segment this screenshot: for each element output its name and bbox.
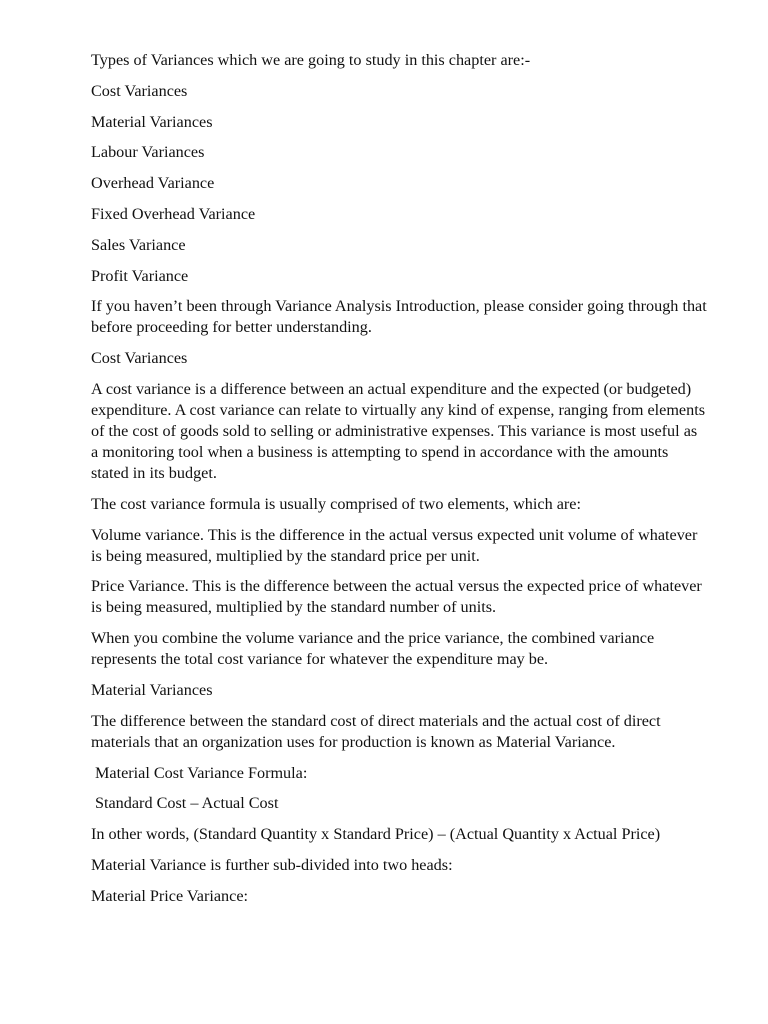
volume-variance-description: Volume variance. This is the difference in the actual versus expected unit volume of whatever is being measured, multiplied by the standard price per unit. <box>91 525 698 565</box>
combined-variance-description: When you combine the volume variance and the price variance, the combined variance represents the total cost variance for whatever the expenditure may be. <box>91 629 655 669</box>
introduction-note: If you haven’t been through Variance Analysis Introduction, please consider going through that before proceeding for better understanding. <box>91 297 707 337</box>
price-variance-description: Price Variance. This is the difference between the actual versus the expected price of whatever is being measured, multiplied by the standard number of units. <box>91 577 702 617</box>
material-cost-formula-expanded: In other words, (Standard Quantity x Standard Price) – (Actual Quantity x Actual Price) <box>91 825 661 844</box>
cost-variance-formula-intro: The cost variance formula is usually comprised of two elements, which are: <box>91 494 581 513</box>
cost-variance-definition: A cost variance is a difference between an actual expenditure and the expected (or budgeted) expenditure. A cost variance can relate to virtually any kind of expense, ranging from elements of the cost of goods sold to selling or administrative expenses. This variance is most useful as a monitoring tool when a business is attempting to spend in accordance with the amounts stated in its budget. <box>91 379 706 482</box>
intro-text: Types of Variances which we are going to study in this chapter are:- <box>91 51 531 69</box>
list-item-cost-variances: Cost Variances <box>91 81 188 100</box>
section-heading-material-variances: Material Variances <box>91 680 213 699</box>
list-item-overhead-variance: Overhead Variance <box>91 174 215 193</box>
list-item-material-variances: Material Variances <box>91 112 213 131</box>
list-item-fixed-overhead-variance: Fixed Overhead Variance <box>91 204 256 223</box>
material-cost-formula: Standard Cost – Actual Cost <box>95 794 279 813</box>
material-variance-definition: The difference between the standard cost of direct materials and the actual cost of direct materials that an organization uses for production is known as Material Variance. <box>91 711 661 751</box>
section-heading-cost-variances: Cost Variances <box>91 349 188 368</box>
material-cost-formula-label: Material Cost Variance Formula: <box>95 763 308 782</box>
list-item-profit-variance: Profit Variance <box>91 266 189 285</box>
list-item-sales-variance: Sales Variance <box>91 235 186 254</box>
list-item-labour-variances: Labour Variances <box>91 143 205 162</box>
section-heading-material-price-variance: Material Price Variance: <box>91 886 249 905</box>
material-variance-subdivision: Material Variance is further sub-divided into two heads: <box>91 855 453 874</box>
